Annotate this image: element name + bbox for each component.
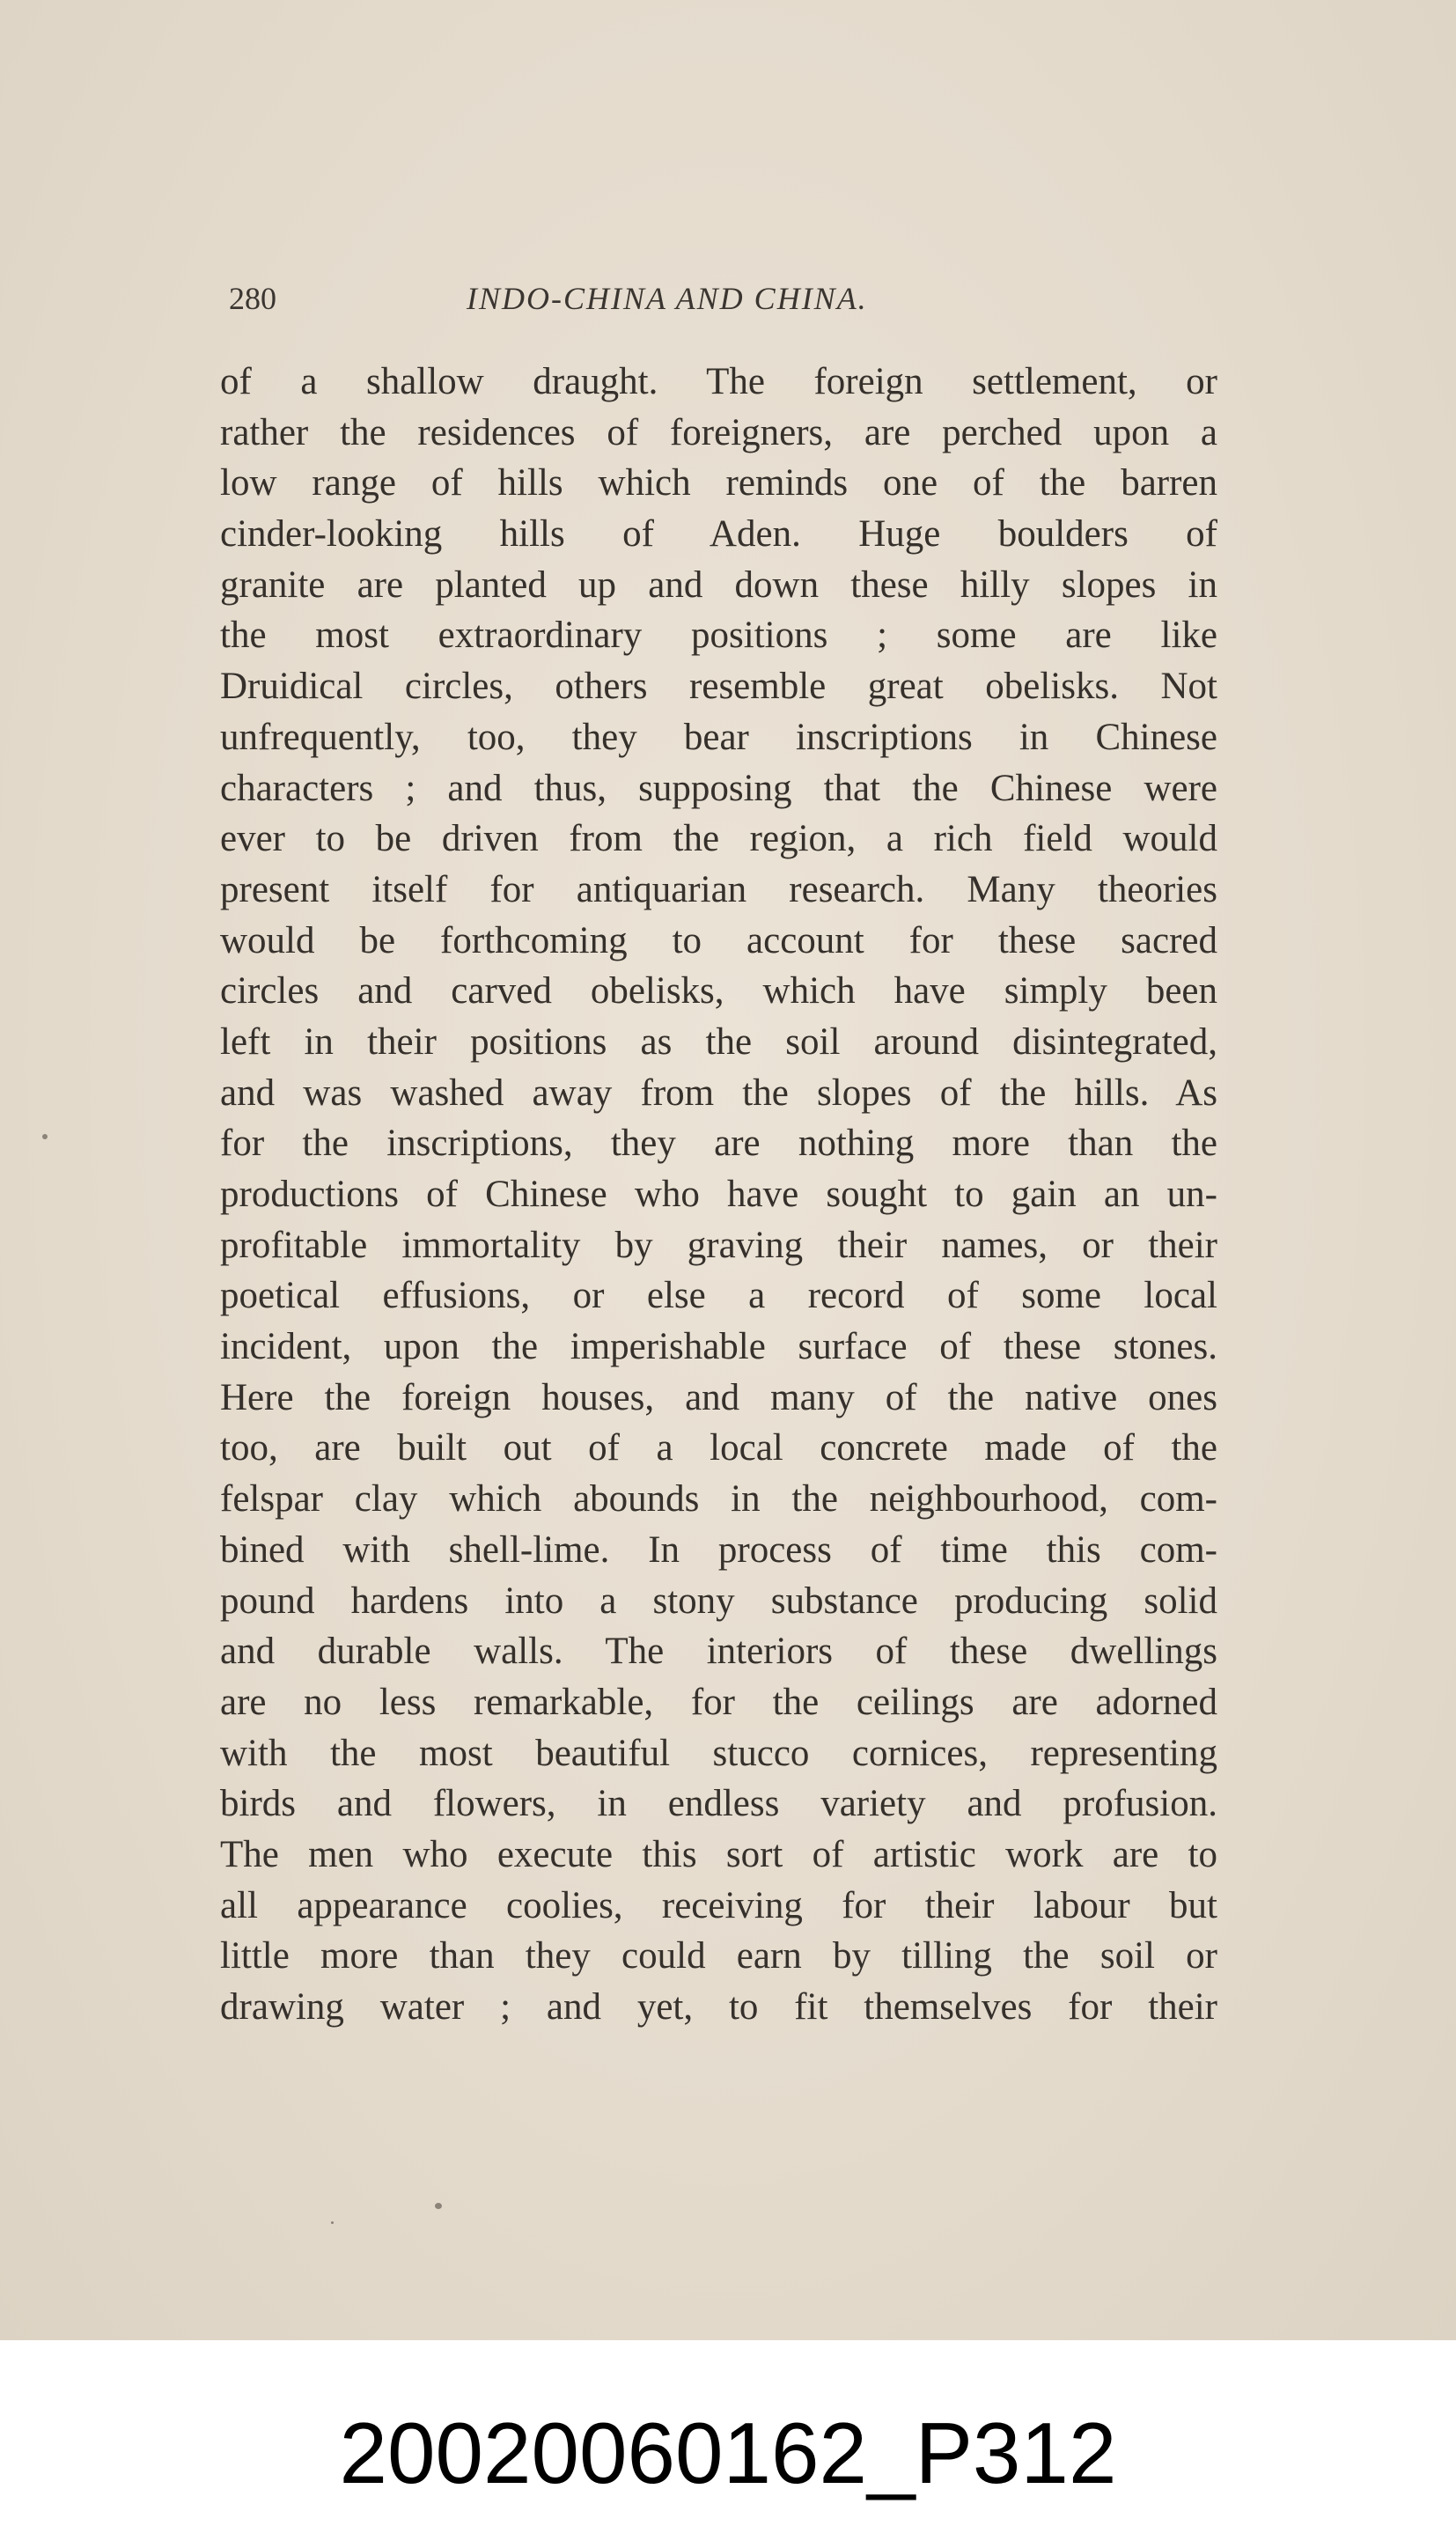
text-line: incident, upon the imperishable surface of these stones. xyxy=(220,1326,1217,1368)
page-number: 280 xyxy=(229,281,276,316)
text-line: profitable immortality by graving their names, or their xyxy=(220,1224,1217,1266)
text-line: bined with shell-lime. In process of time this com- xyxy=(220,1528,1217,1571)
text-line: The men who execute this sort of artistic work are to xyxy=(220,1833,1217,1875)
text-line: present itself for antiquarian research. Many theories xyxy=(220,868,1217,910)
text-line: for the inscriptions, they are nothing more than the xyxy=(220,1123,1217,1165)
text-line: ever to be driven from the region, a rich field would xyxy=(220,818,1217,860)
text-line: and was washed away from the slopes of the hills. As xyxy=(220,1071,1217,1114)
text-line: poetical effusions, or else a record of some local xyxy=(220,1275,1217,1317)
text-line: the most extraordinary positions ; some are like xyxy=(220,615,1217,657)
text-line: pound hardens into a stony substance producing solid xyxy=(220,1580,1217,1622)
image-identifier: 20020060162_P312 xyxy=(339,2404,1117,2501)
text-line: Here the foreign houses, and many of the native ones xyxy=(220,1376,1217,1418)
text-line: granite are planted up and down these hilly slopes in xyxy=(220,563,1217,606)
text-line: drawing water ; and yet, to fit themselves for their xyxy=(220,1986,1217,2028)
body-text xyxy=(220,357,1217,2033)
text-line: productions of Chinese who have sought to gain an un- xyxy=(220,1174,1217,1215)
text-line: with the most beautiful stucco cornices, representing xyxy=(220,1732,1217,1774)
text-line: Druidical circles, others resemble great obelisks. Not xyxy=(220,666,1217,708)
text-line: birds and flowers, in endless variety and profusion. xyxy=(220,1783,1217,1825)
text-line: characters ; and thus, supposing that the Chinese were xyxy=(220,767,1217,809)
text-line: felspar clay which abounds in the neighbourhood, com- xyxy=(220,1478,1217,1521)
paper-speck xyxy=(42,1134,48,1139)
text-line: of a shallow draught. The foreign settlement, or xyxy=(220,361,1217,402)
text-line: too, are built out of a local concrete made of the xyxy=(220,1427,1217,1469)
text-line: would be forthcoming to account for these sacred xyxy=(220,919,1217,961)
text-line: left in their positions as the soil around disintegrated, xyxy=(220,1020,1217,1063)
paper-speck xyxy=(331,2221,334,2224)
text-line: low range of hills which reminds one of the barren xyxy=(220,462,1217,504)
text-line: circles and carved obelisks, which have simply been xyxy=(220,970,1217,1013)
paper-speck xyxy=(435,2203,442,2209)
running-head xyxy=(220,280,1215,324)
text-line: rather the residences of foreigners, are perched upon a xyxy=(220,411,1217,453)
text-line: cinder-looking hills of Aden. Huge boulders of xyxy=(220,513,1217,556)
text-line: little more than they could earn by tilling the soil or xyxy=(220,1935,1217,1977)
text-line: and durable walls. The interiors of these dwellings xyxy=(220,1631,1217,1673)
text-line: are no less remarkable, for the ceilings are adorned xyxy=(220,1681,1217,1723)
text-line: all appearance coolies, receiving for their labour but xyxy=(220,1884,1217,1926)
running-head-title: INDO-CHINA AND CHINA. xyxy=(467,281,868,316)
text-line: unfrequently, too, they bear inscriptions in Chinese xyxy=(220,716,1217,758)
